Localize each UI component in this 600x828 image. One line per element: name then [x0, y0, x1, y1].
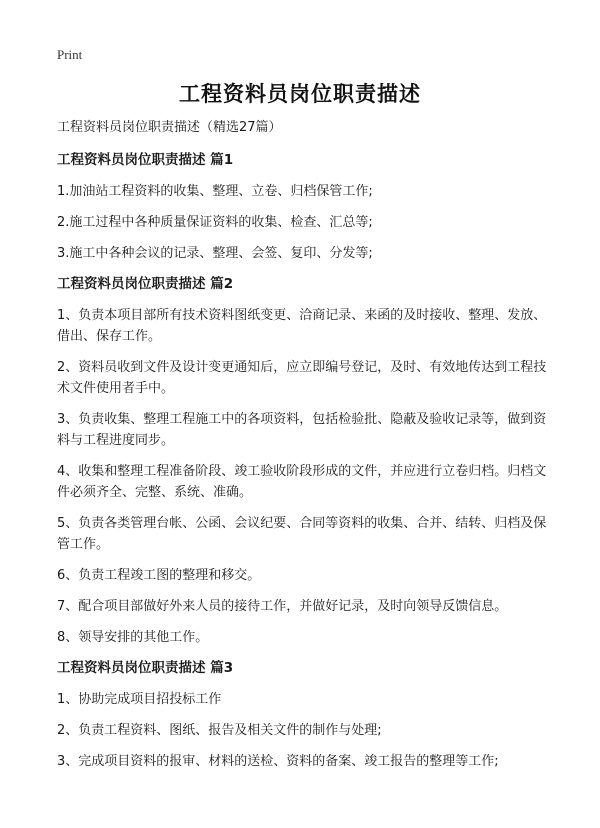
- list-item: 5、负责各类管理台帐、公函、会议纪要、合同等资料的收集、合并、结转、归档及保管工作。: [57, 516, 547, 552]
- list-item: 8、领导安排的其他工作。: [57, 630, 209, 645]
- document-body: [57, 118, 547, 782]
- section-heading: 工程资料员岗位职责描述 篇3: [57, 660, 234, 676]
- document-intro: 工程资料员岗位职责描述（精选27篇）: [57, 120, 282, 135]
- list-item: 4、收集和整理工程准备阶段、竣工验收阶段形成的文件，并应进行立卷归档。归档文件必须齐全、完整、系统、准确。: [57, 464, 547, 500]
- list-item: 2、负责工程资料、图纸、报告及相关文件的制作与处理;: [57, 723, 382, 738]
- print-label: Print: [57, 47, 83, 62]
- section-1: [57, 150, 547, 264]
- list-item: 2、资料员收到文件及设计变更通知后，应立即编号登记，及时、有效地传达到工程技术文件使用者手中。: [57, 360, 547, 396]
- list-item: 3.施工中各种会议的记录、整理、会签、复印、分发等;: [57, 246, 373, 261]
- list-item: 1.加油站工程资料的收集、整理、立卷、归档保管工作;: [57, 184, 373, 199]
- document-title: 工程资料员岗位职责描述: [179, 82, 421, 106]
- section-3: [57, 658, 547, 772]
- section-2: [57, 274, 547, 648]
- list-item: 6、负责工程竣工图的整理和移交。: [57, 568, 261, 583]
- list-item: 3、完成项目资料的报审、材料的送检、资料的备案、竣工报告的整理等工作;: [57, 754, 499, 769]
- section-heading: 工程资料员岗位职责描述 篇1: [57, 152, 234, 168]
- section-heading: 工程资料员岗位职责描述 篇2: [57, 276, 234, 292]
- list-item: 3、负责收集、整理工程施工中的各项资料，包括检验批、隐蔽及验收记录等，做到资料与工程进度同步。: [57, 412, 547, 448]
- list-item: 1、负责本项目部所有技术资料图纸变更、洽商记录、来函的及时接收、整理、发放、借出、保存工作。: [57, 308, 547, 344]
- list-item: 7、配合项目部做好外来人员的接待工作，并做好记录，及时向领导反馈信息。: [57, 599, 508, 614]
- list-item: 2.施工过程中各种质量保证资料的收集、检查、汇总等;: [57, 215, 373, 230]
- list-item: 1、协助完成项目招投标工作: [57, 692, 222, 707]
